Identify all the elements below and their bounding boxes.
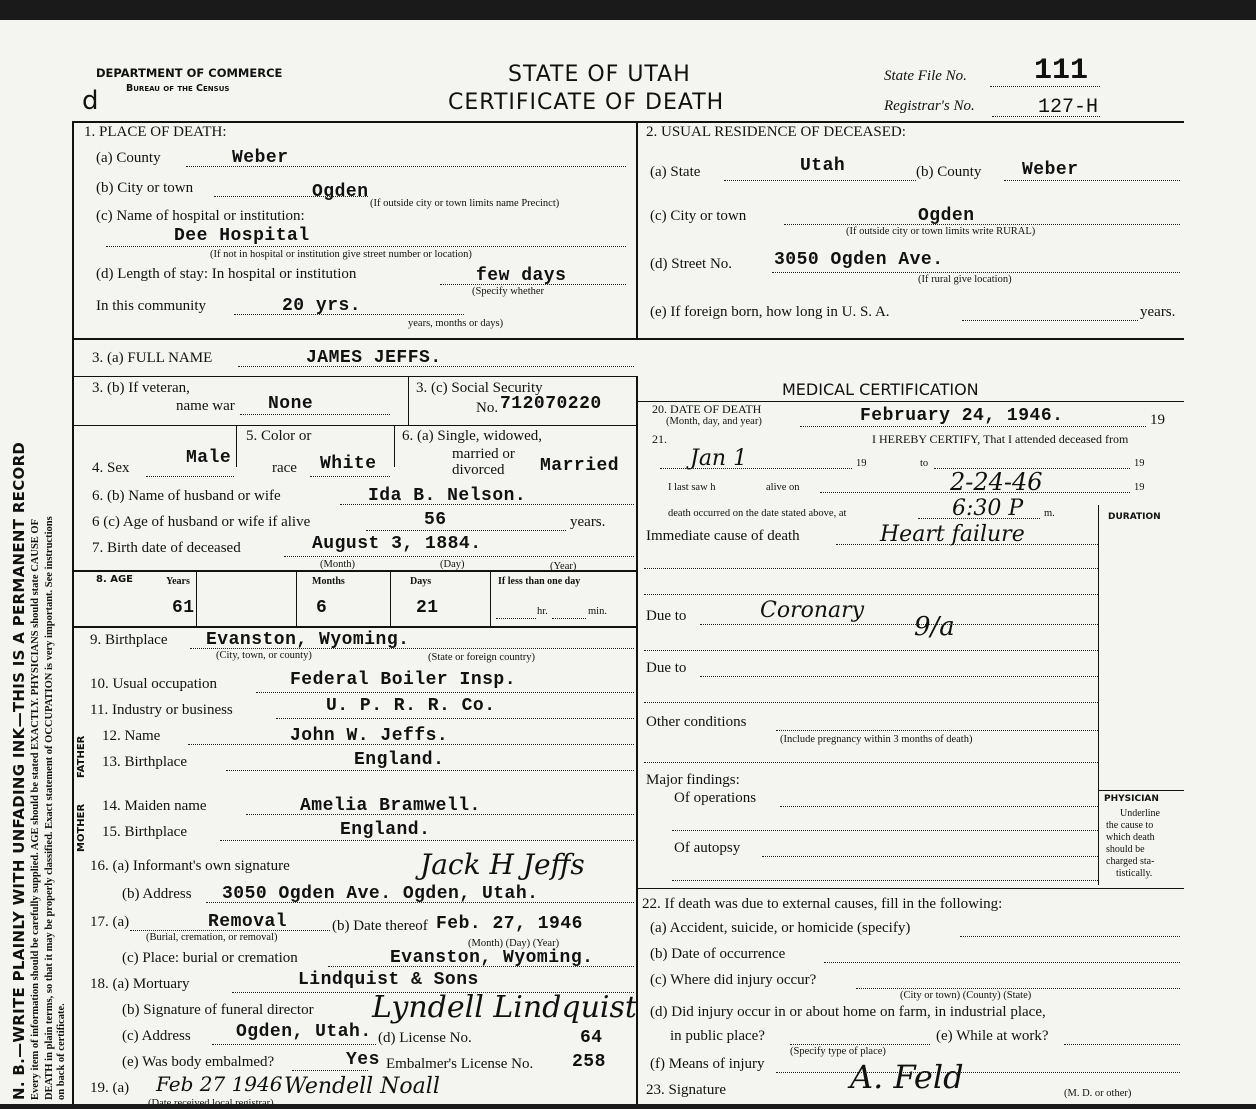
length-of-stay-label: (d) Length of stay: In hospital or institution <box>96 266 357 282</box>
removal-date-value: Feb. 27, 1946 <box>436 914 583 934</box>
age-years-value: 61 <box>172 598 195 618</box>
father-birthplace-value: England. <box>354 750 445 770</box>
bureau-label: Bureau of the Census <box>126 83 230 94</box>
residence-county-label: (b) County <box>916 164 982 180</box>
removal-value: Removal <box>208 912 288 932</box>
funeral-director-label: (b) Signature of funeral director <box>122 1002 314 1018</box>
certify-text: I HEREBY CERTIFY, That I attended deceased from <box>872 432 1129 446</box>
residence-city-value: Ogden <box>918 206 975 226</box>
occupation-value: Federal Boiler Insp. <box>290 670 517 690</box>
father-name-label: 12. Name <box>102 728 161 744</box>
residence-city-note: (If outside city or town limits write RURAL) <box>846 226 1036 237</box>
age-years-label: Years <box>166 576 190 587</box>
public-place-label: in public place? <box>670 1028 765 1044</box>
attended-to-label: to <box>920 458 929 469</box>
residence-street-value: 3050 Ogden Ave. <box>774 250 944 270</box>
scan-top-edge <box>0 0 1256 20</box>
autopsy-label: Of autopsy <box>674 840 741 856</box>
physician-note-4: should be <box>1106 844 1145 855</box>
occurrence-date-label: (b) Date of occurrence <box>650 946 786 962</box>
residence-county-value: Weber <box>1022 160 1079 180</box>
occupation-label: 10. Usual occupation <box>90 676 218 692</box>
burial-place-label: (c) Place: burial or cremation <box>122 950 298 966</box>
last-saw-label-2: alive on <box>766 482 800 493</box>
local-registrar-signature: Wendell Noall <box>284 1074 440 1099</box>
ssn-label: 3. (c) Social Security <box>416 380 543 396</box>
external-causes-heading: 22. If death was due to external causes, fill in the following: <box>642 896 1003 912</box>
full-name-value: JAMES JEFFS. <box>306 348 442 368</box>
ssn-no-label: No. <box>476 400 499 416</box>
marital-value: Married <box>540 456 620 476</box>
due-to-2-label: Due to <box>646 660 687 676</box>
residence-heading: 2. USUAL RESIDENCE OF DECEASED: <box>646 124 906 140</box>
immediate-cause-value: Heart failure <box>880 522 1025 547</box>
license-value: 64 <box>580 1028 603 1048</box>
death-date-label: 20. DATE OF DEATH <box>652 402 762 416</box>
residence-street-label: (d) Street No. <box>650 256 733 272</box>
attended-from-suffix: 19 <box>856 458 867 469</box>
death-date-note: (Month, day, and year) <box>666 416 762 427</box>
spouse-age-suffix: years. <box>570 514 606 530</box>
signature-suffix: (M. D. or other) <box>1064 1088 1132 1099</box>
duration-label: DURATION <box>1108 512 1161 522</box>
birthplace-value: Evanston, Wyoming. <box>206 630 410 650</box>
age-months-value: 6 <box>316 598 328 618</box>
color-label: 5. Color or <box>246 428 312 444</box>
state-title: STATE OF UTAH <box>508 62 691 87</box>
injury-location-label: (d) Did injury occur in or about home on farm, in industrial place, <box>650 1004 1046 1020</box>
informant-signature: Jack H Jeffs <box>420 848 585 881</box>
informant-address-label: (b) Address <box>122 886 192 902</box>
physician-label: PHYSICIAN <box>1104 794 1159 804</box>
less-than-day-label: If less than one day <box>498 576 581 587</box>
community-label: In this community <box>96 298 206 314</box>
mother-name-value: Amelia Bramwell. <box>300 796 481 816</box>
informant-address-value: 3050 Ogden Ave. Ogden, Utah. <box>222 884 539 904</box>
operations-label: Of operations <box>674 790 757 806</box>
physician-note-1: Underline <box>1120 808 1160 819</box>
physician-note-5: charged sta- <box>1106 856 1155 867</box>
ssn-value: 712070220 <box>500 394 602 414</box>
attended-to-suffix: 19 <box>1134 458 1145 469</box>
birthdate-year-note: (Year) <box>550 561 577 572</box>
last-saw-suffix: 19 <box>1134 482 1145 493</box>
last-saw-value: 2-24-46 <box>950 468 1043 496</box>
state-file-label: State File No. <box>884 68 967 84</box>
margin-mark: d <box>82 86 99 116</box>
accident-label: (a) Accident, suicide, or homicide (specify) <box>650 920 911 936</box>
sidebar-instruction-3: on back of certificate. <box>56 1003 67 1100</box>
attended-from-value: Jan 1 <box>690 446 748 471</box>
length-of-stay-value: few days <box>476 266 567 286</box>
due-to-value: Coronary <box>760 598 865 623</box>
scan-bottom-edge <box>0 1104 1256 1109</box>
embalmed-label: (e) Was body embalmed? <box>122 1054 275 1070</box>
father-birthplace-label: 13. Birthplace <box>102 754 187 770</box>
mother-birthplace-label: 15. Birthplace <box>102 824 187 840</box>
means-of-injury-label: (f) Means of injury <box>650 1056 765 1072</box>
community-note: years, months or days) <box>408 318 504 329</box>
veteran-label: 3. (b) If veteran, <box>92 380 190 396</box>
min-label: min. <box>588 606 607 617</box>
father-label: FATHER <box>76 735 87 778</box>
mother-name-label: 14. Maiden name <box>102 798 207 814</box>
marital-label: 6. (a) Single, widowed, <box>402 428 542 444</box>
age-days-label: Days <box>410 576 432 587</box>
sidebar-instruction-1: Every item of information should be carefully supplied. AGE should be stated EXACTLY. PHYSICIANS should state CAUSE OF <box>30 519 41 1100</box>
veteran-war-value: None <box>268 394 314 414</box>
mother-birthplace-value: England. <box>340 820 431 840</box>
birthplace-city-note: (City, town, or county) <box>216 650 312 661</box>
sidebar-instruction-2: DEATH in plain terms, so that it may be properly classified. Exact statement of OCCUPATION is very important. See instructions <box>44 516 55 1100</box>
hospital-label: (c) Name of hospital or institution: <box>96 208 305 224</box>
certificate-title: CERTIFICATE OF DEATH <box>448 90 725 115</box>
last-saw-label: I last saw h <box>668 482 716 493</box>
due-to-label: Due to <box>646 608 687 624</box>
physician-note-6: tistically. <box>1116 868 1153 879</box>
death-county-value: Weber <box>232 148 289 168</box>
birthplace-state-note: (State or foreign country) <box>428 652 536 663</box>
registrar-number: 127-H <box>1038 96 1099 119</box>
industry-value: U. P. R. R. Co. <box>326 696 496 716</box>
length-of-stay-note: (Specify whether <box>472 286 545 297</box>
birthdate-month-note: (Month) <box>320 559 355 570</box>
other-conditions-label: Other conditions <box>646 714 747 730</box>
death-county-label: (a) County <box>96 150 161 166</box>
major-findings-label: Major findings: <box>646 772 740 788</box>
informant-signature-label: 16. (a) Informant's own signature <box>90 858 290 874</box>
race-value: White <box>320 454 377 474</box>
spouse-age-label: 6 (c) Age of husband or wife if alive <box>92 514 311 530</box>
spouse-age-value: 56 <box>424 510 447 530</box>
birthdate-day-note: (Day) <box>440 559 465 570</box>
signature-label: 23. Signature <box>646 1082 726 1098</box>
injury-place-label: (c) Where did injury occur? <box>650 972 817 988</box>
department-label: DEPARTMENT OF COMMERCE <box>96 66 283 80</box>
physician-signature: A. Feld <box>850 1058 964 1096</box>
spouse-name-label: 6. (b) Name of husband or wife <box>92 488 281 504</box>
time-of-death-label: death occurred on the date stated above, at <box>668 508 847 519</box>
place-of-death-heading: 1. PLACE OF DEATH: <box>84 124 227 140</box>
physician-note-2: the cause to <box>1106 820 1154 831</box>
embalmer-license-label: Embalmer's License No. <box>386 1056 534 1072</box>
state-file-number: 111 <box>1034 54 1089 88</box>
date-received-value: Feb 27 1946 <box>156 1072 283 1096</box>
age-days-value: 21 <box>416 598 439 618</box>
due-to-extra: 9/a <box>914 612 955 642</box>
time-of-death-value: 6:30 P <box>952 496 1024 521</box>
marital-label-2: married or <box>452 446 515 462</box>
removal-date-note: (Month) (Day) (Year) <box>468 938 560 949</box>
death-city-note: (If outside city or town limits name Precinct) <box>370 198 560 209</box>
spouse-name-value: Ida B. Nelson. <box>368 486 527 506</box>
registrar-label: Registrar's No. <box>884 98 975 114</box>
certify-number: 21. <box>652 432 667 446</box>
veteran-war-label: name war <box>176 398 235 414</box>
license-label: (d) License No. <box>378 1030 472 1046</box>
mortuary-label: 18. (a) Mortuary <box>90 976 190 992</box>
removal-date-label: (b) Date thereof <box>332 918 428 934</box>
injury-place-note: (City or town) (County) (State) <box>900 990 1032 1001</box>
medical-certification-heading: MEDICAL CERTIFICATION <box>782 380 979 399</box>
at-work-label: (e) While at work? <box>936 1028 1049 1044</box>
marital-label-3: divorced <box>452 462 505 478</box>
birthdate-value: August 3, 1884. <box>312 534 482 554</box>
father-name-value: John W. Jeffs. <box>290 726 449 746</box>
foreign-born-label: (e) If foreign born, how long in U. S. A. <box>650 304 890 320</box>
residence-state-label: (a) State <box>650 164 701 180</box>
residence-city-label: (c) City or town <box>650 208 747 224</box>
immediate-cause-label: Immediate cause of death <box>646 528 800 544</box>
death-date-value: February 24, 1946. <box>860 406 1064 426</box>
full-name-label: 3. (a) FULL NAME <box>92 350 213 366</box>
birthplace-label: 9. Birthplace <box>90 632 168 648</box>
residence-state-value: Utah <box>800 156 846 176</box>
community-value: 20 yrs. <box>282 296 362 316</box>
burial-place-value: Evanston, Wyoming. <box>390 948 594 968</box>
removal-note: (Burial, cremation, or removal) <box>146 932 278 943</box>
embalmer-license-value: 258 <box>572 1052 606 1072</box>
death-city-value: Ogden <box>312 182 369 202</box>
physician-note-3: which death <box>1106 832 1155 843</box>
residence-street-note: (If rural give location) <box>918 274 1012 285</box>
sex-label: 4. Sex <box>92 460 130 476</box>
other-conditions-note: (Include pregnancy within 3 months of death) <box>780 734 973 745</box>
death-date-suffix: 19 <box>1150 412 1165 428</box>
embalmed-value: Yes <box>346 1050 380 1070</box>
time-of-death-suffix: m. <box>1044 508 1055 519</box>
foreign-born-suffix: years. <box>1140 304 1176 320</box>
age-months-label: Months <box>312 576 345 587</box>
death-city-label: (b) City or town <box>96 180 194 196</box>
mortuary-address-value: Ogden, Utah. <box>236 1022 372 1042</box>
mortuary-value: Lindquist & Sons <box>298 970 479 990</box>
public-place-note: (Specify type of place) <box>790 1046 886 1057</box>
age-label: 8. AGE <box>96 574 134 585</box>
mother-label: MOTHER <box>76 803 87 852</box>
hospital-note: (If not in hospital or institution give street number or location) <box>210 249 472 260</box>
hospital-value: Dee Hospital <box>174 226 310 246</box>
hr-label: hr. <box>537 606 548 617</box>
sex-value: Male <box>186 448 232 468</box>
mortuary-address-label: (c) Address <box>122 1028 191 1044</box>
industry-label: 11. Industry or business <box>90 702 233 718</box>
sidebar-instructions <box>0 140 70 1100</box>
date-received-label: 19. (a) <box>90 1080 130 1096</box>
race-label: race <box>272 460 297 476</box>
birthdate-label: 7. Birth date of deceased <box>92 540 241 556</box>
removal-label: 17. (a) <box>90 914 130 930</box>
funeral-director-signature: Lyndell Lindquist <box>372 990 637 1025</box>
sidebar-warning: N. B.—WRITE PLAINLY WITH UNFADING INK—THIS IS A PERMANENT RECORD <box>10 441 28 1100</box>
